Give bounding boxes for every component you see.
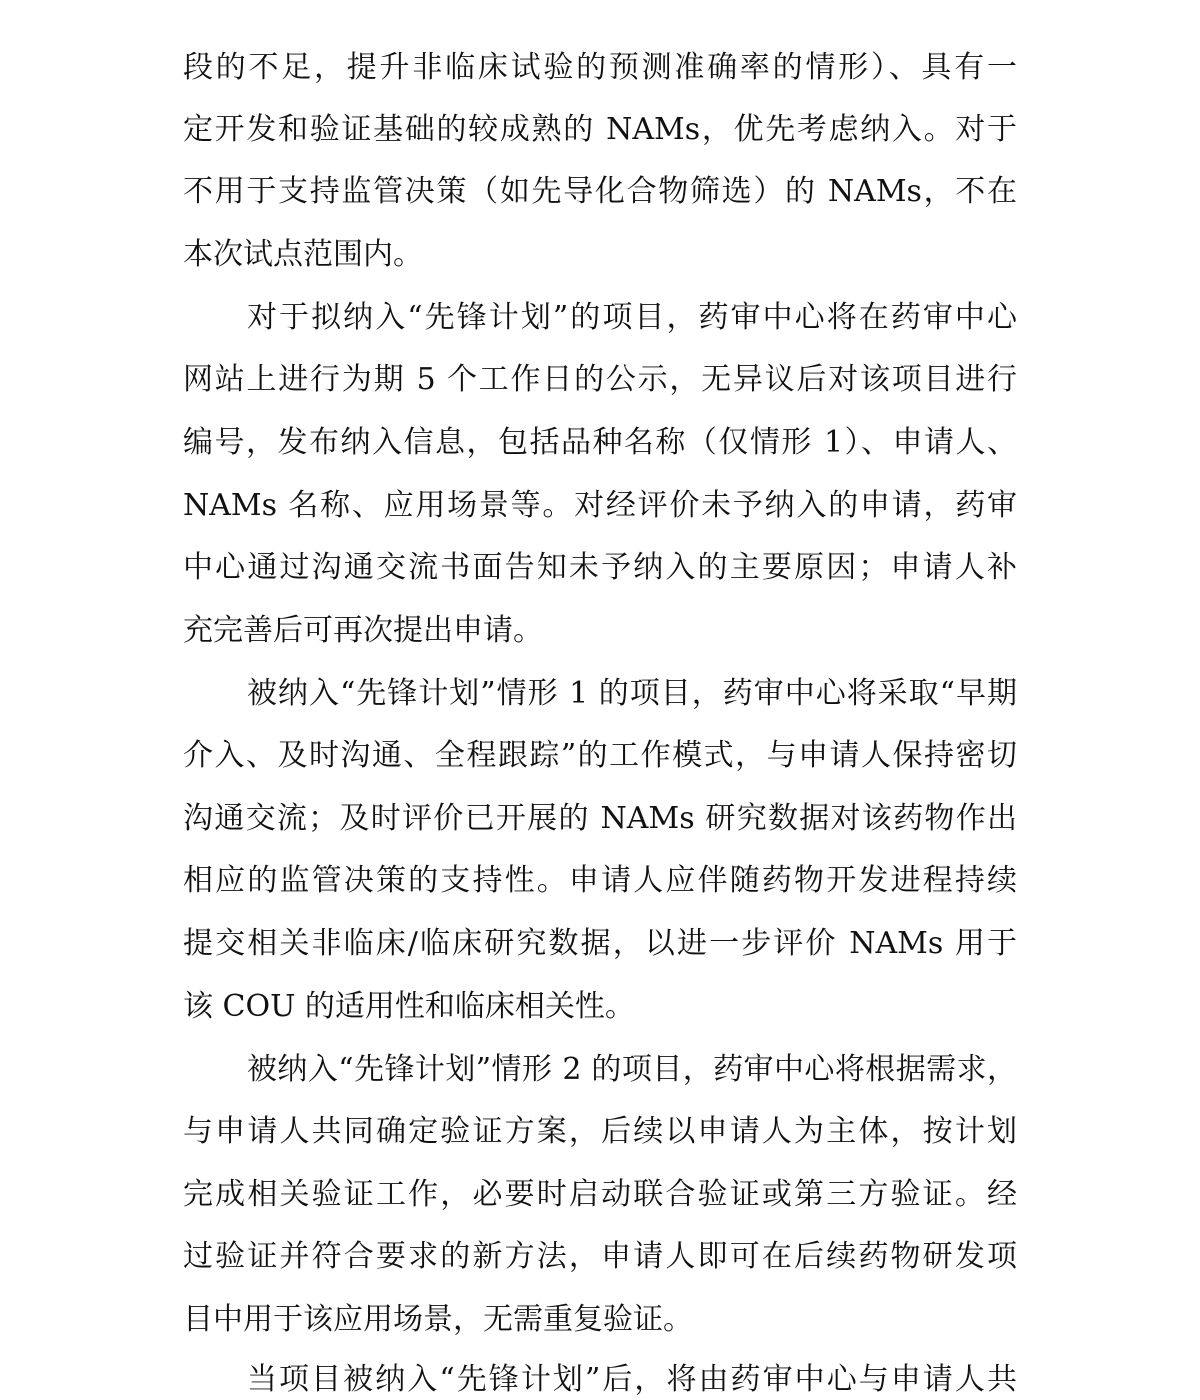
paragraph-2-line-5: 中心通过沟通交流书面告知未予纳入的主要原因；申请人补 xyxy=(183,550,1017,585)
paragraph-3-line-2: 介入、及时沟通、全程跟踪”的工作模式，与申请人保持密切 xyxy=(183,738,1017,773)
paragraph-2-line-4: NAMs 名称、应用场景等。对经评价未予纳入的申请，药审 xyxy=(183,488,1017,523)
paragraph-1-line-1: 段的不足，提升非临床试验的预测准确率的情形）、具有一 xyxy=(183,50,1017,85)
paragraph-2-line-3: 编号，发布纳入信息，包括品种名称（仅情形 1）、申请人、 xyxy=(183,425,1017,460)
paragraph-3-line-5: 提交相关非临床/临床研究数据，以进一步评价 NAMs 用于 xyxy=(183,926,1017,961)
paragraph-1-line-4: 本次试点范围内。 xyxy=(183,237,423,272)
paragraph-3-line-4: 相应的监管决策的支持性。申请人应伴随药物开发进程持续 xyxy=(183,863,1017,898)
paragraph-4-line-1: 被纳入“先锋计划”情形 2 的项目，药审中心将根据需求， xyxy=(247,1052,1017,1087)
paragraph-2-line-2: 网站上进行为期 5 个工作日的公示，无异议后对该项目进行 xyxy=(183,362,1017,397)
paragraph-4-line-5: 目中用于该应用场景，无需重复验证。 xyxy=(183,1302,693,1337)
paragraph-4-line-3: 完成相关验证工作，必要时启动联合验证或第三方验证。经 xyxy=(183,1177,1017,1212)
paragraph-2-line-6: 充完善后可再次提出申请。 xyxy=(183,613,543,648)
paragraph-4-line-2: 与申请人共同确定验证方案，后续以申请人为主体，按计划 xyxy=(183,1114,1017,1149)
paragraph-1-line-2: 定开发和验证基础的较成熟的 NAMs，优先考虑纳入。对于 xyxy=(183,112,1017,147)
paragraph-3-line-1: 被纳入“先锋计划”情形 1 的项目，药审中心将采取“早期 xyxy=(247,676,1017,711)
paragraph-3-line-6: 该 COU 的适用性和临床相关性。 xyxy=(183,989,635,1024)
paragraph-1-line-3: 不用于支持监管决策（如先导化合物筛选）的 NAMs，不在 xyxy=(183,174,1017,209)
paragraph-2-line-1: 对于拟纳入“先锋计划”的项目，药审中心将在药审中心 xyxy=(247,300,1017,335)
paragraph-3-line-3: 沟通交流；及时评价已开展的 NAMs 研究数据对该药物作出 xyxy=(183,801,1017,836)
paragraph-5-line-1: 当项目被纳入“先锋计划”后，将由药审中心与申请人共 xyxy=(247,1362,1017,1397)
paragraph-4-line-4: 过验证并符合要求的新方法，申请人即可在后续药物研发项 xyxy=(183,1239,1017,1274)
